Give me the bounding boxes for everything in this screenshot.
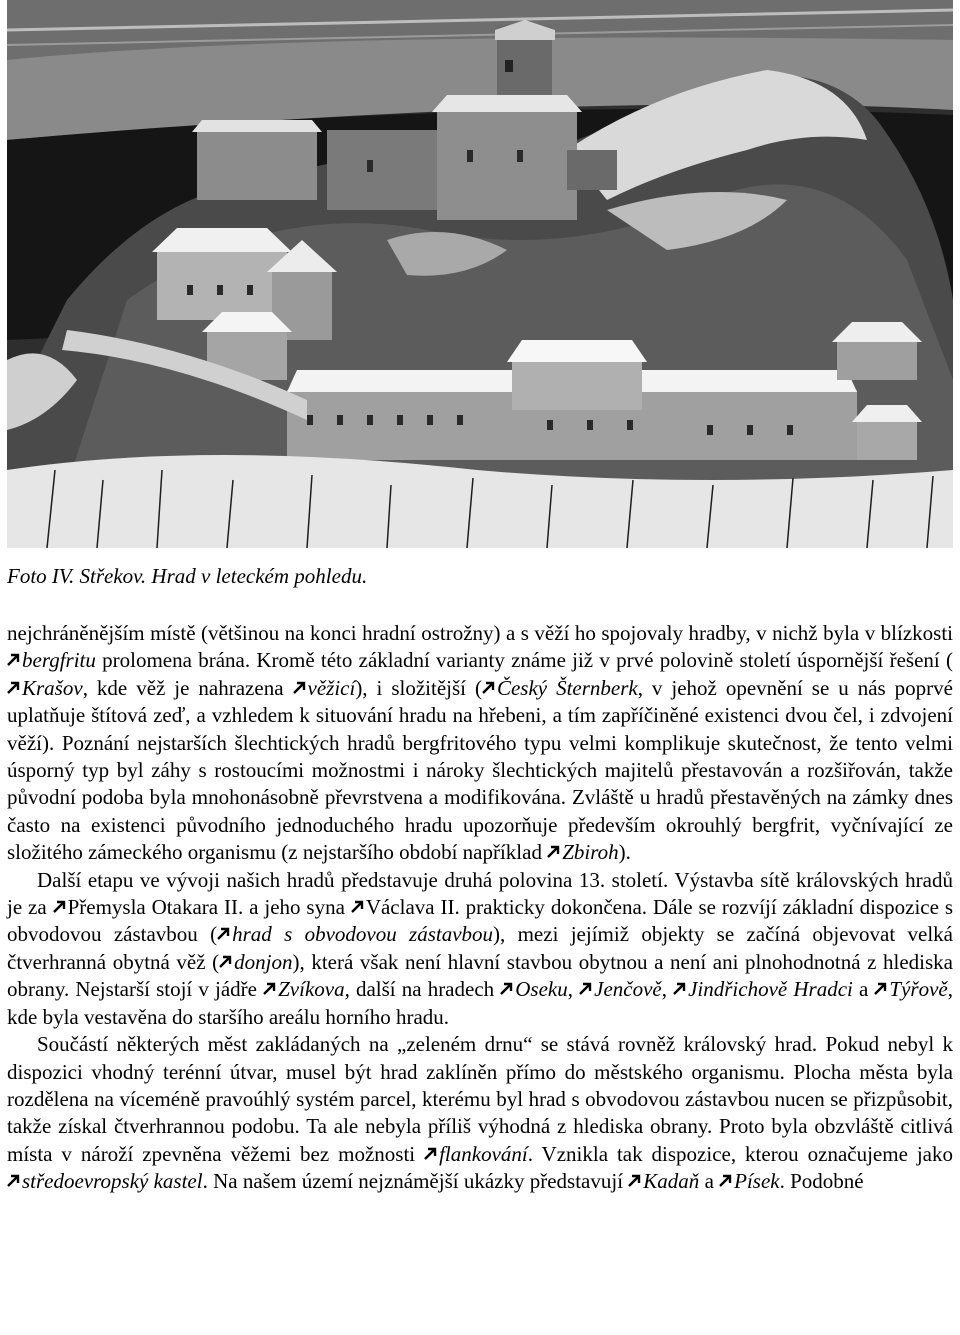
paragraph-2: Další etapu ve vývoji našich hradů představuje druhá polovina 13. století. Výstavba sítě královských hradů je za Přemysla Otakara II. a jeho syna Václava II. prakticky dokončena. Dále se rozvíjí základní dispozice s obvodovou zástavbou ( hrad s obvodovou zástavbou), mezi jejímiž objekty se začíná objevovat velká čtverhranná obytná věž ( donjon), která však není hlavní stavbou obytnou a není ani plnohodnotná z hlediska obrany. Nejstarší stojí v jádře Zvíkova, další na hradech Oseku, Jenčově, Jindřichově Hradci a Týřově, kde byla vestavěna do staršího areálu horního hradu. <box>7 867 954 1029</box>
cross-reference-link[interactable]: Krašov <box>7 676 83 700</box>
arrow-up-right-icon <box>628 1174 641 1187</box>
cross-reference-link[interactable]: Kadaň <box>628 1169 699 1193</box>
arrow-up-right-icon <box>219 955 232 968</box>
arrow-up-right-icon <box>7 653 20 666</box>
arrow-up-right-icon <box>482 681 495 694</box>
arrow-up-right-icon <box>673 982 686 995</box>
arrow-up-right-icon <box>424 1147 437 1160</box>
cross-reference-link[interactable]: Václava II. <box>351 895 460 919</box>
cross-reference-link[interactable]: Týřově <box>874 977 947 1001</box>
arrow-up-right-icon <box>7 1174 20 1187</box>
arrow-up-right-icon <box>7 681 20 694</box>
cross-reference-link[interactable]: hrad s obvodovou zástavbou <box>217 922 493 946</box>
arrow-up-right-icon <box>579 982 592 995</box>
cross-reference-link[interactable]: Český Šternberk <box>482 676 638 700</box>
arrow-up-right-icon <box>547 845 560 858</box>
cross-reference-link[interactable]: Oseku <box>500 977 567 1001</box>
cross-reference-link[interactable]: flankování <box>424 1142 528 1166</box>
arrow-up-right-icon <box>53 900 66 913</box>
arrow-up-right-icon <box>263 982 276 995</box>
paragraph-1: nejchráněnějším místě (většinou na konci hradní ostrožny) a s věží ho spojovaly hradby, v nichž byla v blízkosti bergfritu prolomena brána. Kromě této základní varianty známe již v prvé polovině století úspornější řešení ( Krašov, kde věž je nahrazena věžicí), i složitější ( Český Šternberk, v jehož opevnění se u nás poprvé uplatňuje štítová zeď, a vzhledem k situování hradu na hřebeni, a tím zapříčiněné existenci dvou čel, i zdvojení věží). Poznání nejstarších šlechtických hradů bergfritového typu velmi komplikuje skutečnost, že tento velmi úsporný typ byl záhy s rostoucími možnostmi i nároky šlechtických majitelů přestavován a rozšiřován, takže původní podoba byla mnohonásobně převrstvena a modifikována. Zvláště u hradů přestavěných na zámky dnes často na existenci původního jednoduchého hradu upozorňuje především okrouhlý bergfrit, vyčnívající ze složitého zámeckého organismu (z nejstaršího období například Zbiroh). <box>7 621 953 865</box>
arrow-up-right-icon <box>351 900 364 913</box>
arrow-up-right-icon <box>500 982 513 995</box>
arrow-up-right-icon <box>719 1174 732 1187</box>
cross-reference-link[interactable]: Přemysla Otakara II. <box>53 895 244 919</box>
cross-reference-link[interactable]: Jenčově <box>579 977 662 1001</box>
cross-reference-link[interactable]: bergfritu <box>7 648 96 672</box>
cross-reference-link[interactable]: donjon <box>219 950 292 974</box>
cross-reference-link[interactable]: Zvíkova <box>263 977 344 1001</box>
cross-reference-link[interactable]: Jindřichově Hradci <box>673 977 853 1001</box>
cross-reference-link[interactable]: věžicí <box>293 676 356 700</box>
castle-aerial-photo <box>7 0 953 548</box>
arrow-up-right-icon <box>217 927 230 940</box>
arrow-up-right-icon <box>293 681 306 694</box>
arrow-up-right-icon <box>874 982 887 995</box>
cross-reference-link[interactable]: Písek <box>719 1169 779 1193</box>
paragraph-3: Součástí některých měst zakládaných na „zeleném drnu“ se stává rovněž královský hrad. Pokud nebyl k dispozici vhodný terénní útvar, musel být hrad zaklíněn přímo do městského organismu. Plocha města byla rozdělena na víceméně pravoúhlý systém parcel, kterému byl hrad s obvodovou zástavbou nucen se přizpůsobit, takže získal čtverhrannou podobu. Ta ale nebyla příliš výhodná z hlediska obrany. Proto byla obzvláště citlivá místa v nároží zpevněna věžemi bez možnosti flankování. Vznikla tak dispozice, kterou označujeme jako středoevropský kastel. Na našem území nejznámější ukázky představují Kadaň a Písek. Podobné <box>7 1032 953 1194</box>
photo-caption: Foto IV. Střekov. Hrad v leteckém pohledu. <box>7 564 368 588</box>
article-body <box>7 620 953 1196</box>
cross-reference-link[interactable]: Zbiroh <box>547 840 618 864</box>
cross-reference-link[interactable]: středoevropský kastel <box>7 1169 203 1193</box>
